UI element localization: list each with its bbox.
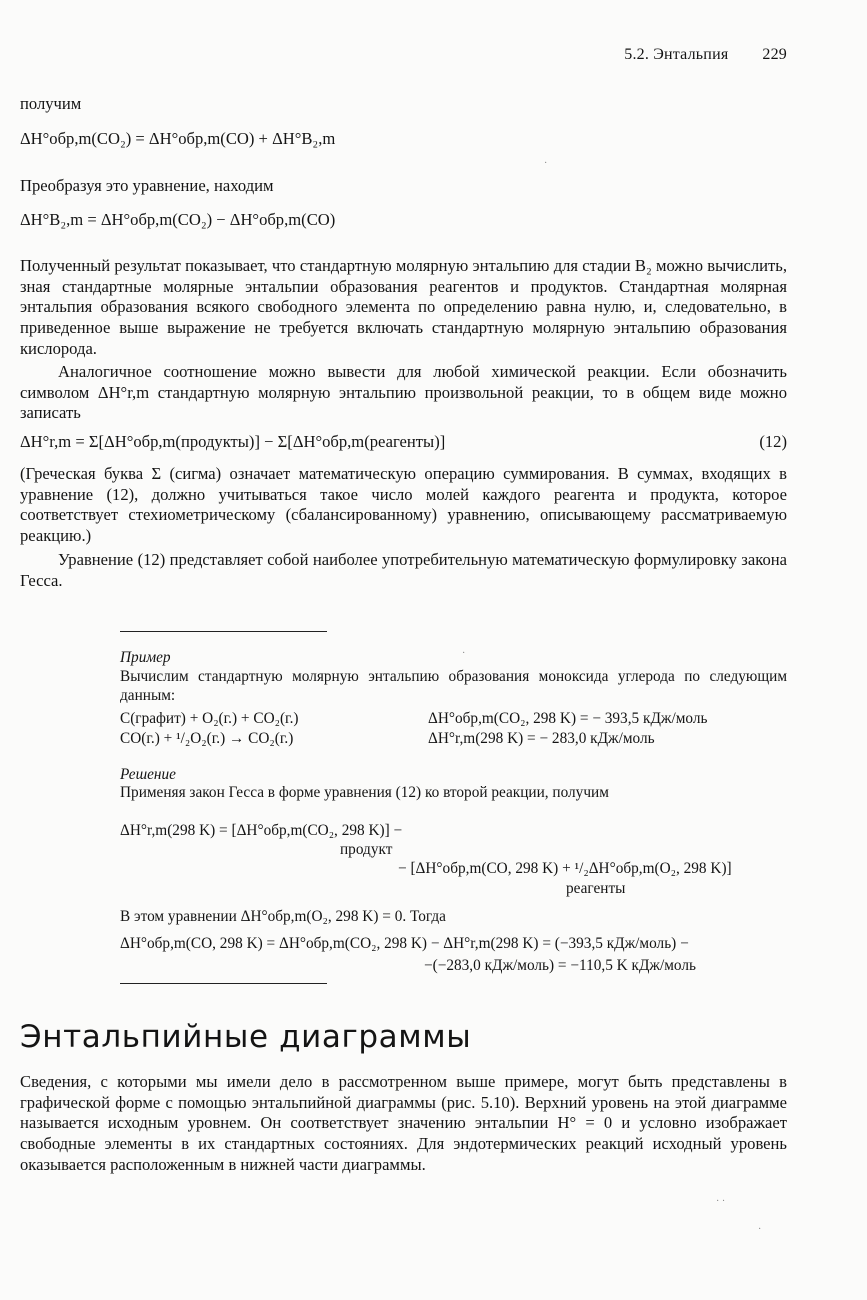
reaction-2: CO(г.) + ¹/₂O₂(г.) → CO₂(г.) xyxy=(120,730,294,747)
final-equation-line-1: ΔH°обр,m(CO, 298 K) = ΔH°обр,m(CO₂, 298 K) − ΔH°r,m(298 K) = (−393,5 кДж/моль) − xyxy=(120,935,689,952)
example-task: Вычислим стандартную молярную энтальпию образования моноксида углерода по следующим данным: xyxy=(120,668,787,704)
final-equation-line-2: −(−283,0 кДж/моль) = −110,5 K кДж/моль xyxy=(424,957,696,974)
reaction-2-data: ΔH°r,m(298 K) = − 283,0 кДж/моль xyxy=(428,730,655,747)
intro-text: получим xyxy=(20,94,82,113)
solution-equation-line-1: ΔH°r,m(298 K) = [ΔH°обр,m(CO₂, 298 K)] − xyxy=(120,822,403,839)
reaction-1-data: ΔH°обр,m(CO₂, 298 K) = − 393,5 кДж/моль xyxy=(428,710,708,727)
running-header xyxy=(624,46,787,64)
equation-number: (12) xyxy=(759,432,787,451)
zero-statement: В этом уравнении ΔH°обр,m(O₂, 298 K) = 0. Тогда xyxy=(120,908,446,925)
page-number: 229 xyxy=(762,46,787,63)
label-product: продукт xyxy=(340,841,393,858)
section-heading: Энтальпийные диаграммы xyxy=(20,1019,472,1055)
reaction-1: C(графит) + O₂(г.) + CO₂(г.) xyxy=(120,710,299,727)
section-title: 5.2. Энтальпия xyxy=(624,46,729,63)
example-top-rule xyxy=(120,631,327,632)
equation-12 xyxy=(20,432,787,452)
equation-2 xyxy=(20,210,335,230)
solution-title: Решение xyxy=(120,766,176,783)
solution-equation-line-2: − [ΔH°обр,m(CO, 298 K) + ¹/₂ΔH°обр,m(O₂, 298 K)] xyxy=(398,860,732,877)
equation-2-text: ΔH°B₂,m = ΔH°обр,m(CO₂) − ΔH°обр,m(CO) xyxy=(20,210,336,229)
paragraph-2: Аналогичное соотношение можно вывести для любой химической реакции. Если обозначить символом ΔH°r,m стандартную молярную энтальпию произвольной реакции, то в общем виде можно записать xyxy=(20,362,787,423)
paragraph-4: Уравнение (12) представляет собой наиболее употребительную математическую формулировку закона Гесса. xyxy=(20,550,787,590)
example-title: Пример xyxy=(120,649,171,666)
equation-1 xyxy=(20,129,335,149)
label-reagents: реагенты xyxy=(566,880,626,897)
print-speck: · xyxy=(462,648,466,659)
paragraph-1: Полученный результат показывает, что стандартную молярную энтальпию для стадии B₂ можно вычислить, зная стандартные молярные энтальпии образования реагентов и продуктов. Стандартная молярная энтальпия образования всякого свободного элемента по определению равна нулю, и, следовательно, в приведенное выше выражение не требуется включать стандартную молярную энтальпию образования кислорода. xyxy=(20,256,787,358)
paragraph-5: Сведения, с которыми мы имели дело в рассмотренном выше примере, могут быть представлены в графической форме с помощью энтальпийной диаграммы (рис. 5.10). Верхний уровень на этой диаграмме называется исходным уровнем. Он соответствует значению энтальпии H° = 0 и условно изображает свободные элементы в их стандартных состояниях. Для эндотермических реакций исходный уровень оказывается расположенным в нижней части диаграммы. xyxy=(20,1072,787,1174)
print-speck: · xyxy=(544,158,548,169)
print-speck: · xyxy=(758,1224,762,1235)
transform-text: Преобразуя это уравнение, находим xyxy=(20,176,274,195)
example-bottom-rule xyxy=(120,983,327,984)
equation-12-text: ΔH°r,m = Σ[ΔH°обр,m(продукты)] − Σ[ΔH°обр,m(реагенты)] xyxy=(20,432,446,451)
equation-1-text: ΔH°обр,m(CO₂) = ΔH°обр,m(CO) + ΔH°B₂,m xyxy=(20,129,336,148)
paragraph-3: (Греческая буква Σ (сигма) означает математическую операцию суммирования. В суммах, входящих в уравнение (12), должно учитываться такое число молей каждого реагента и продукта, которое соответствует стехиометрическому (сбалансированному) уравнению, описывающему рассматриваемую реакцию.) xyxy=(20,464,787,546)
solution-text: Применяя закон Гесса в форме уравнения (12) ко второй реакции, получим xyxy=(120,784,609,801)
print-speck: · · xyxy=(716,1196,726,1207)
